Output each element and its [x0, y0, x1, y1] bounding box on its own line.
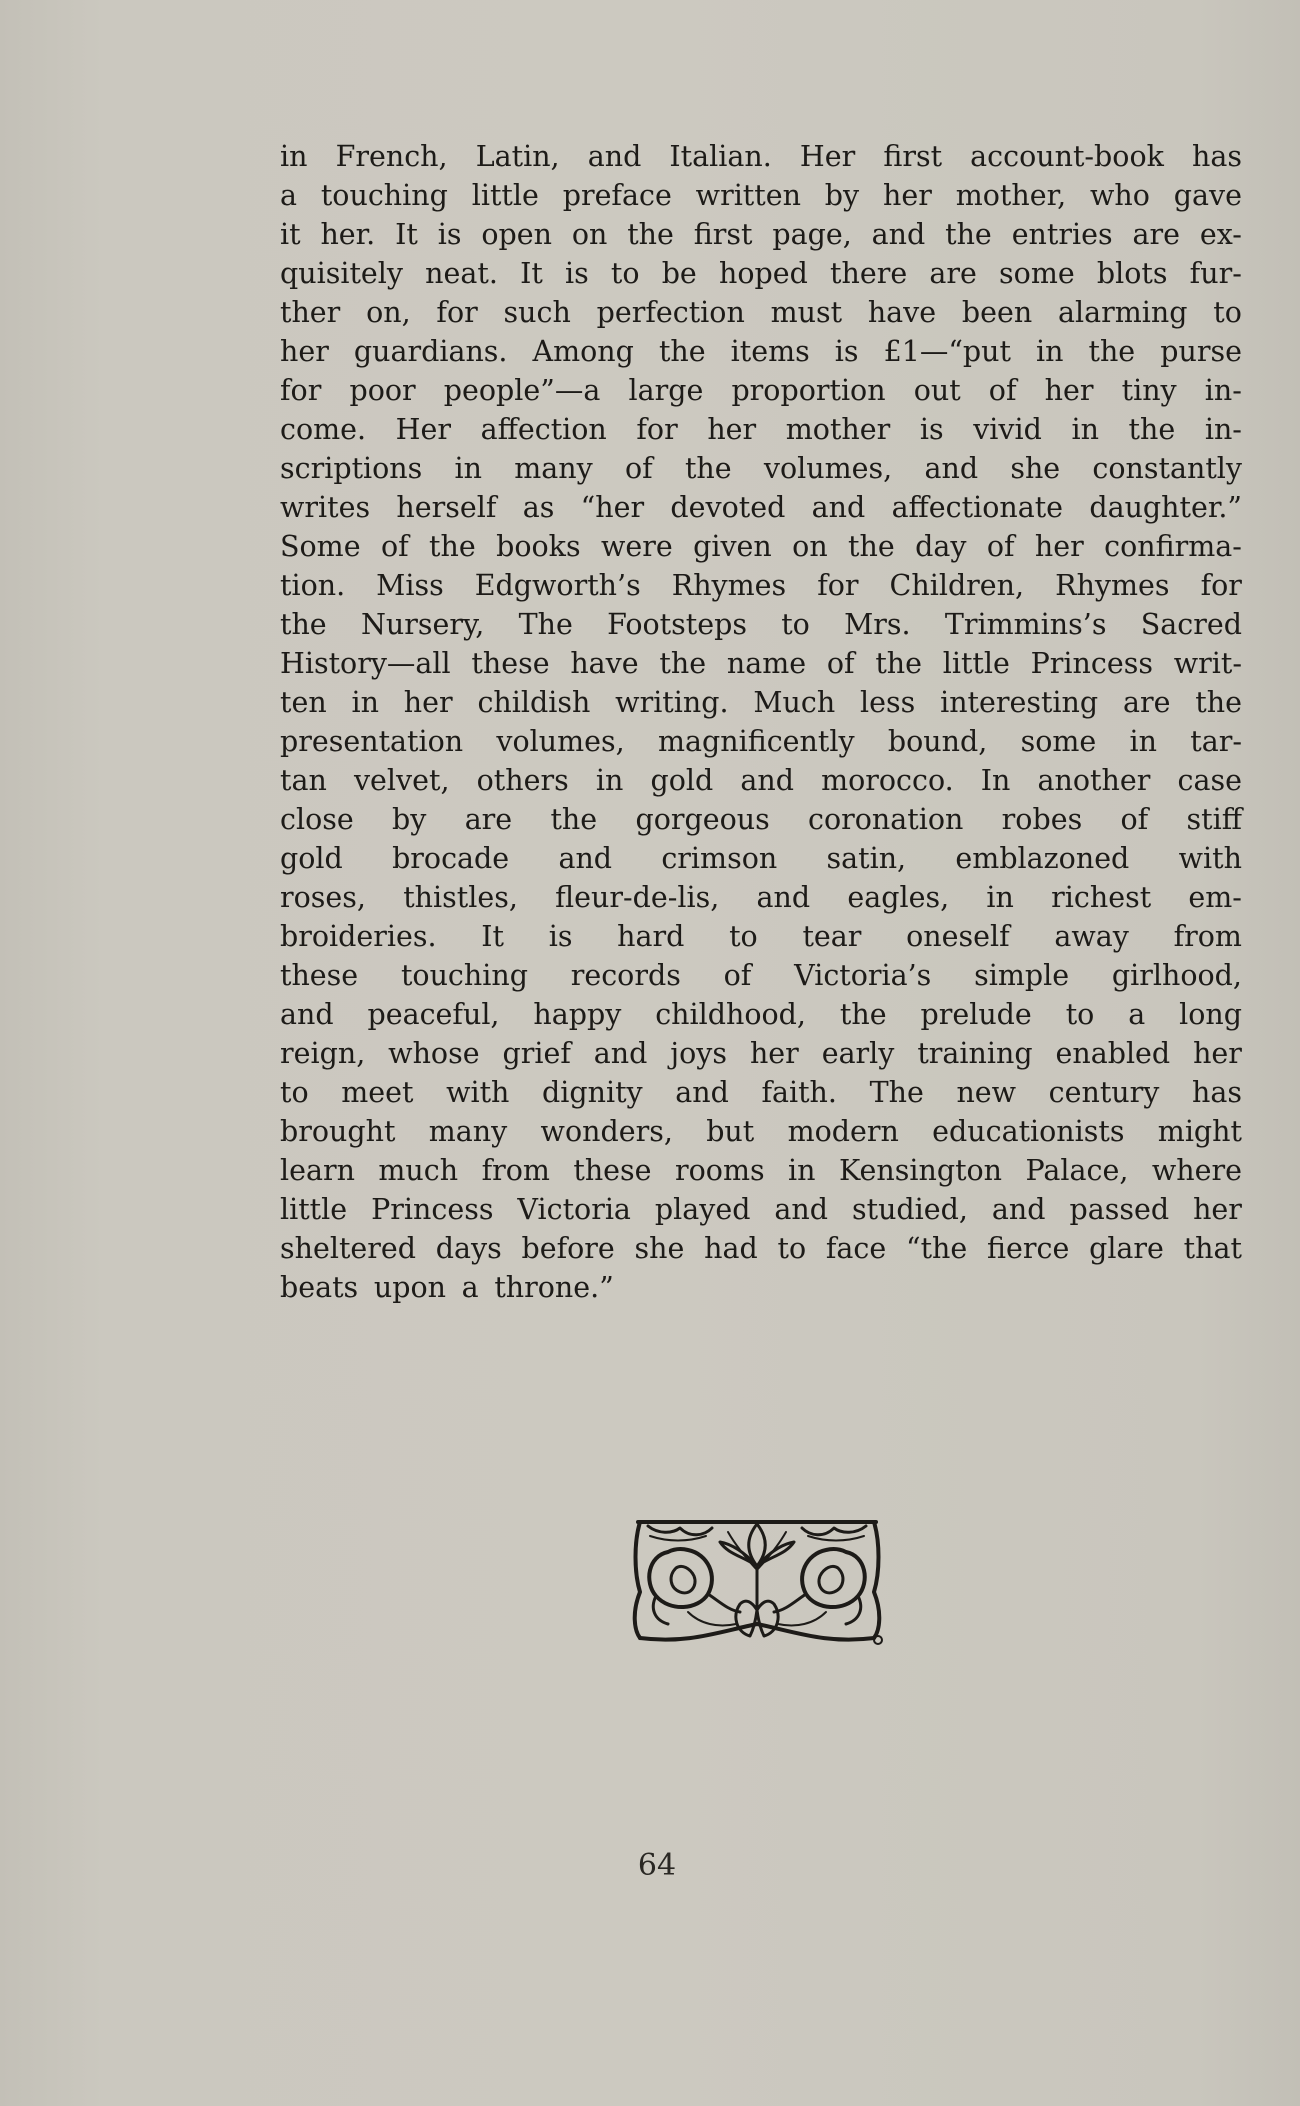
text-line: come. Her affection for her mother is vivid in the in-: [280, 413, 1242, 446]
text-line: her guardians. Among the items is £1—“put in the purse: [280, 335, 1242, 368]
text-line: learn much from these rooms in Kensington Palace, where: [280, 1154, 1242, 1187]
text-line: for poor people”—a large proportion out of her tiny in-: [280, 374, 1242, 407]
text-line: presentation volumes, magnificently bound, some in tar-: [280, 725, 1242, 758]
text-line: it her. It is open on the first page, and the entries are ex-: [280, 218, 1242, 251]
text-line: roses, thistles, fleur-de-lis, and eagles, in richest em-: [280, 881, 1242, 914]
text-line: Some of the books were given on the day of her confirma-: [280, 530, 1242, 563]
text-line: History—all these have the name of the little Princess writ-: [280, 647, 1242, 680]
text-line: scriptions in many of the volumes, and she constantly: [280, 452, 1242, 485]
text-line: the Nursery, The Footsteps to Mrs. Trimmins’s Sacred: [280, 608, 1242, 641]
text-line: sheltered days before she had to face “the fierce glare that: [280, 1232, 1242, 1265]
text-line: a touching little preface written by her mother, who gave: [280, 179, 1242, 212]
text-line: tan velvet, others in gold and morocco. In another case: [280, 764, 1242, 797]
text-line: these touching records of Victoria’s simple girlhood,: [280, 959, 1242, 992]
body-text: [280, 137, 1242, 1307]
text-line: ther on, for such perfection must have been alarming to: [280, 296, 1242, 329]
text-line: little Princess Victoria played and studied, and passed her: [280, 1193, 1242, 1226]
text-line: and peaceful, happy childhood, the prelude to a long: [280, 998, 1242, 1031]
floral-ornament-icon: [628, 1512, 886, 1646]
text-line: beats upon a throne.”: [280, 1271, 614, 1304]
page-number: 64: [637, 1848, 677, 1883]
text-line: quisitely neat. It is to be hoped there are some blots fur-: [280, 257, 1242, 290]
text-line: writes herself as “her devoted and affectionate daughter.”: [280, 491, 1242, 524]
text-line: close by are the gorgeous coronation robes of stiff: [280, 803, 1242, 836]
text-line: in French, Latin, and Italian. Her first account-book has: [280, 140, 1242, 173]
text-line: reign, whose grief and joys her early training enabled her: [280, 1037, 1242, 1070]
text-line: tion. Miss Edgworth’s Rhymes for Children, Rhymes for: [280, 569, 1242, 602]
text-line: gold brocade and crimson satin, emblazoned with: [280, 842, 1242, 875]
text-line: broideries. It is hard to tear oneself away from: [280, 920, 1242, 953]
text-line: ten in her childish writing. Much less interesting are the: [280, 686, 1242, 719]
text-line: brought many wonders, but modern educationists might: [280, 1115, 1242, 1148]
text-line: to meet with dignity and faith. The new century has: [280, 1076, 1242, 1109]
